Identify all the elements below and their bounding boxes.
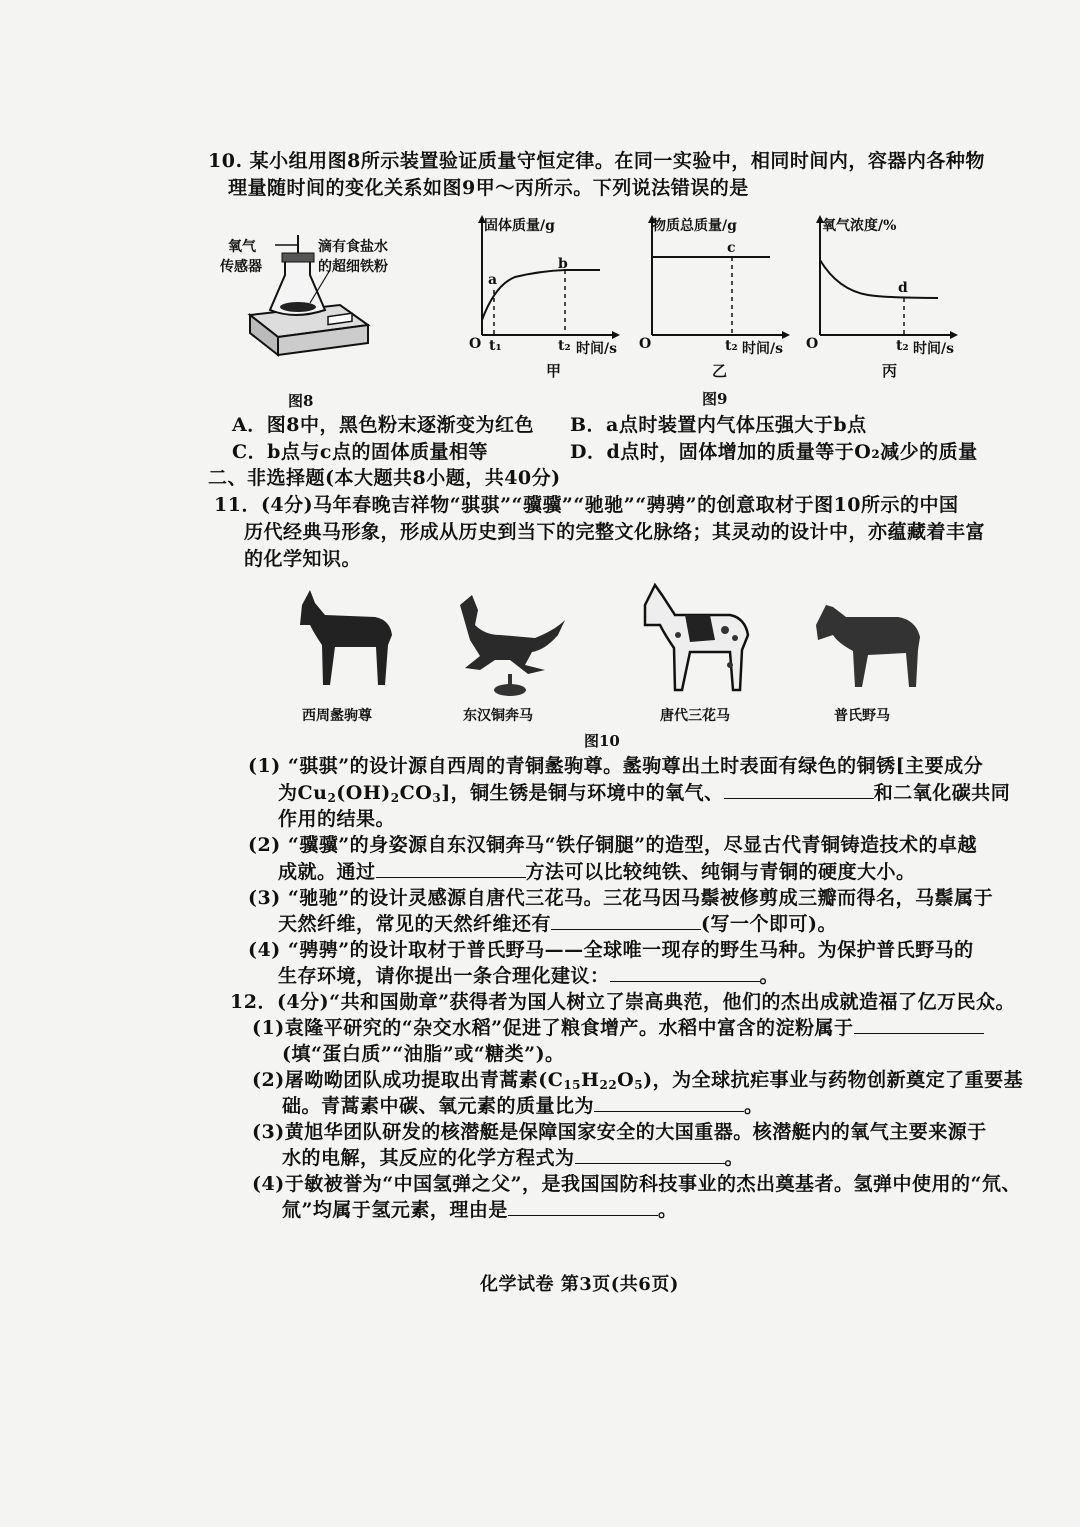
answer-blank-q12-1[interactable] (854, 1015, 984, 1034)
q11-p2-line1: (2) “骥骥”的身姿源自东汉铜奔马“铁仔铜腿”的造型，尽显古代青铜铸造技术的卓越 (248, 834, 978, 856)
fig8-sensor-label-2: 传感器 (220, 259, 262, 275)
q12-p2-line2-end: 。 (744, 1095, 764, 1117)
horse-caption-4: 普氏野马 (834, 708, 890, 724)
chart-bing-t2: t₂ (896, 338, 909, 354)
q11-line2: 历代经典马形象，形成从历史到当下的完整文化脉络；其灵动的设计中，亦蕴藏着丰富 (244, 521, 986, 543)
q12-p2-text-end: )，为全球抗疟事业与药物创新奠定了重要基 (643, 1069, 1024, 1091)
q12-p3-text-end: 。 (724, 1147, 745, 1169)
fig9-caption: 图9 (702, 390, 728, 408)
q11-p3-line2 (278, 911, 837, 937)
q12-p3-text: 水的电解，其反应的化学方程式为 (282, 1147, 575, 1169)
chart-bing-point-d: d (898, 280, 908, 296)
q10-option-a: A．图8中，黑色粉末逐渐变为红色 (232, 414, 534, 436)
q12-line1: 12．(4分)“共和国勋章”获得者为国人树立了崇高典范，他们的杰出成就造福了亿万民众。 (230, 991, 1015, 1013)
q11-line3: 的化学知识。 (244, 548, 362, 570)
chart-bing-origin: O (806, 336, 819, 352)
q10-line1: 10. 某小组用图8所示装置验证质量守恒定律。在同一实验中，相同时间内，容器内各种物 (208, 150, 985, 172)
q12-p2-line2 (282, 1093, 764, 1119)
formula-sub-o: 5 (634, 1078, 644, 1092)
formula-h: H (581, 1069, 600, 1091)
chart-bing-xlabel: 时间/s (913, 341, 954, 357)
chart-yi-point-c: c (727, 240, 736, 256)
chart-bing-name: 丙 (882, 362, 898, 380)
answer-blank-q12-4[interactable] (508, 1197, 658, 1216)
chart-jia-name: 甲 (546, 362, 562, 380)
chart-jia-t1: t₁ (489, 338, 502, 354)
answer-blank-q11-1[interactable] (724, 780, 874, 799)
chart-bing-ylabel: 氧气浓度/% (822, 218, 897, 234)
chart-yi-xlabel: 时间/s (742, 341, 783, 357)
chart-jia-ylabel: 固体质量/g (484, 218, 555, 234)
horse-caption-2: 东汉铜奔马 (463, 708, 533, 724)
q11-p4-text: 生存环境，请你提出一条合理化建议： (278, 965, 610, 987)
fig10-caption: 图10 (584, 732, 620, 750)
formula-o: O (617, 1069, 635, 1091)
q10-option-d: D．d点时，固体增加的质量等于O₂减少的质量 (570, 441, 978, 463)
q12-p4-line2 (282, 1197, 677, 1223)
chart-bing-curve (820, 260, 938, 298)
section-2-heading: 二、非选择题(本大题共8小题，共40分) (208, 467, 561, 489)
q12-p4-line1: (4)于敏被誉为“中国氢弹之父”，是我国国防科技事业的杰出奠基者。氢弹中使用的“氘、 (252, 1173, 1021, 1195)
answer-blank-q11-4[interactable] (610, 963, 760, 982)
answer-blank-q11-2[interactable] (376, 859, 526, 878)
chart-jia-point-b: b (558, 256, 568, 272)
chart-yi-ylabel: 物质总质量/g (652, 218, 737, 234)
horse-image-4 (808, 595, 928, 695)
horse-caption-1: 西周盠驹尊 (302, 708, 372, 724)
horse-image-1 (280, 585, 405, 695)
q12-p1-text: (1)袁隆平研究的“杂交水稻”促进了粮食增产。水稻中富含的淀粉属于 (252, 1017, 854, 1039)
q12-p1-line2: (填“蛋白质”“油脂”或“糖类”)。 (282, 1043, 565, 1065)
q10-option-b: B．a点时装置内气体压强大于b点 (570, 414, 867, 436)
q12-p3-line2 (282, 1145, 744, 1171)
fig8-powder-label-1: 滴有食盐水 (318, 239, 388, 255)
q12-p4-text: 氚”均属于氢元素，理由是 (282, 1199, 508, 1221)
fig8-powder-label-2: 的超细铁粉 (318, 259, 388, 275)
q11-p3-text: 天然纤维，常见的天然纤维还有 (278, 913, 552, 935)
chart-jia-curve (482, 270, 600, 320)
formula-co: CO (399, 782, 433, 804)
q10-option-c: C．b点与c点的固体质量相等 (232, 441, 488, 463)
horse-image-3 (630, 580, 760, 695)
q11-p2-line2 (278, 859, 916, 885)
q11-p1-line2: 为$Cu_2(OH)_2CO_3$]，铜生锈是铜与环境中的氧气、 和二氧化碳共同 (278, 782, 1011, 805)
q11-p2-text-end: 方法可以比较纯铁、纯铜与青铜的硬度大小。 (525, 861, 916, 883)
chart-yi-t2: t₂ (725, 338, 738, 354)
formula-oh: (OH) (336, 782, 391, 804)
q11-p3-text-end: (写一个即可)。 (701, 913, 837, 935)
horse-image-2 (440, 590, 570, 700)
answer-blank-q12-3[interactable] (575, 1145, 725, 1164)
horse-caption-3: 唐代三花马 (660, 708, 730, 724)
chart-jia-origin: O (469, 336, 482, 352)
q11-line1: 11．(4分)马年春晚吉祥物“骐骐”“骥骥”“驰驰”“骋骋”的创意取材于图10所示的中国 (214, 494, 959, 516)
q12-p2-line2-text: 础。青蒿素中碳、氧元素的质量比为 (282, 1095, 595, 1117)
chart-jia-xlabel: 时间/s (576, 341, 617, 357)
q11-p1-text: ]，铜生锈是铜与环境中的氧气、 (441, 782, 724, 804)
chart-jia-t2: t₂ (558, 338, 571, 354)
q11-p3-line1: (3) “驰驰”的设计灵感源自唐代三花马。三花马因马鬃被修剪成三瓣而得名，马鬃属于 (248, 887, 994, 909)
formula-sub-c: 15 (563, 1078, 582, 1092)
q12-p1-line1 (252, 1015, 984, 1041)
answer-blank-q12-2[interactable] (594, 1093, 744, 1112)
chart-yi-name: 乙 (712, 362, 728, 380)
q11-p1-line1: (1) “骐骐”的设计源自西周的青铜盠驹尊。盠驹尊出土时表面有绿色的铜锈[主要成分 (248, 755, 984, 777)
chart-jia-point-a: a (488, 272, 498, 288)
q12-p4-text-end: 。 (657, 1199, 678, 1221)
q11-p1-line3: 作用的结果。 (278, 808, 396, 830)
formula-cu: 为Cu (278, 782, 328, 804)
q11-p1-text-end: 和二氧化碳共同 (873, 782, 1011, 804)
fig8-caption: 图8 (288, 392, 314, 410)
q11-p4-line2 (278, 963, 779, 989)
q11-p4-line1: (4) “骋骋”的设计取材于普氏野马——全球唯一现存的野生马种。为保护普氏野马的 (248, 939, 974, 961)
q11-p4-text-end: 。 (759, 965, 780, 987)
answer-blank-q11-3[interactable] (551, 911, 701, 930)
q10-line2: 理量随时间的变化关系如图9甲～丙所示。下列说法错误的是 (228, 177, 749, 199)
q12-p2-text: (2)屠呦呦团队成功提取出青蒿素(C (252, 1069, 564, 1091)
q11-p2-text: 成就。通过 (278, 861, 376, 883)
chart-yi-origin: O (639, 336, 652, 352)
page-footer: 化学试卷 第3页(共6页) (480, 1274, 679, 1295)
q12-p3-line1: (3)黄旭华团队研发的核潜艇是保障国家安全的大国重器。核潜艇内的氧气主要来源于 (252, 1121, 987, 1143)
fig8-sensor-label-1: 氧气 (228, 239, 256, 255)
formula-sub-h: 22 (599, 1078, 618, 1092)
